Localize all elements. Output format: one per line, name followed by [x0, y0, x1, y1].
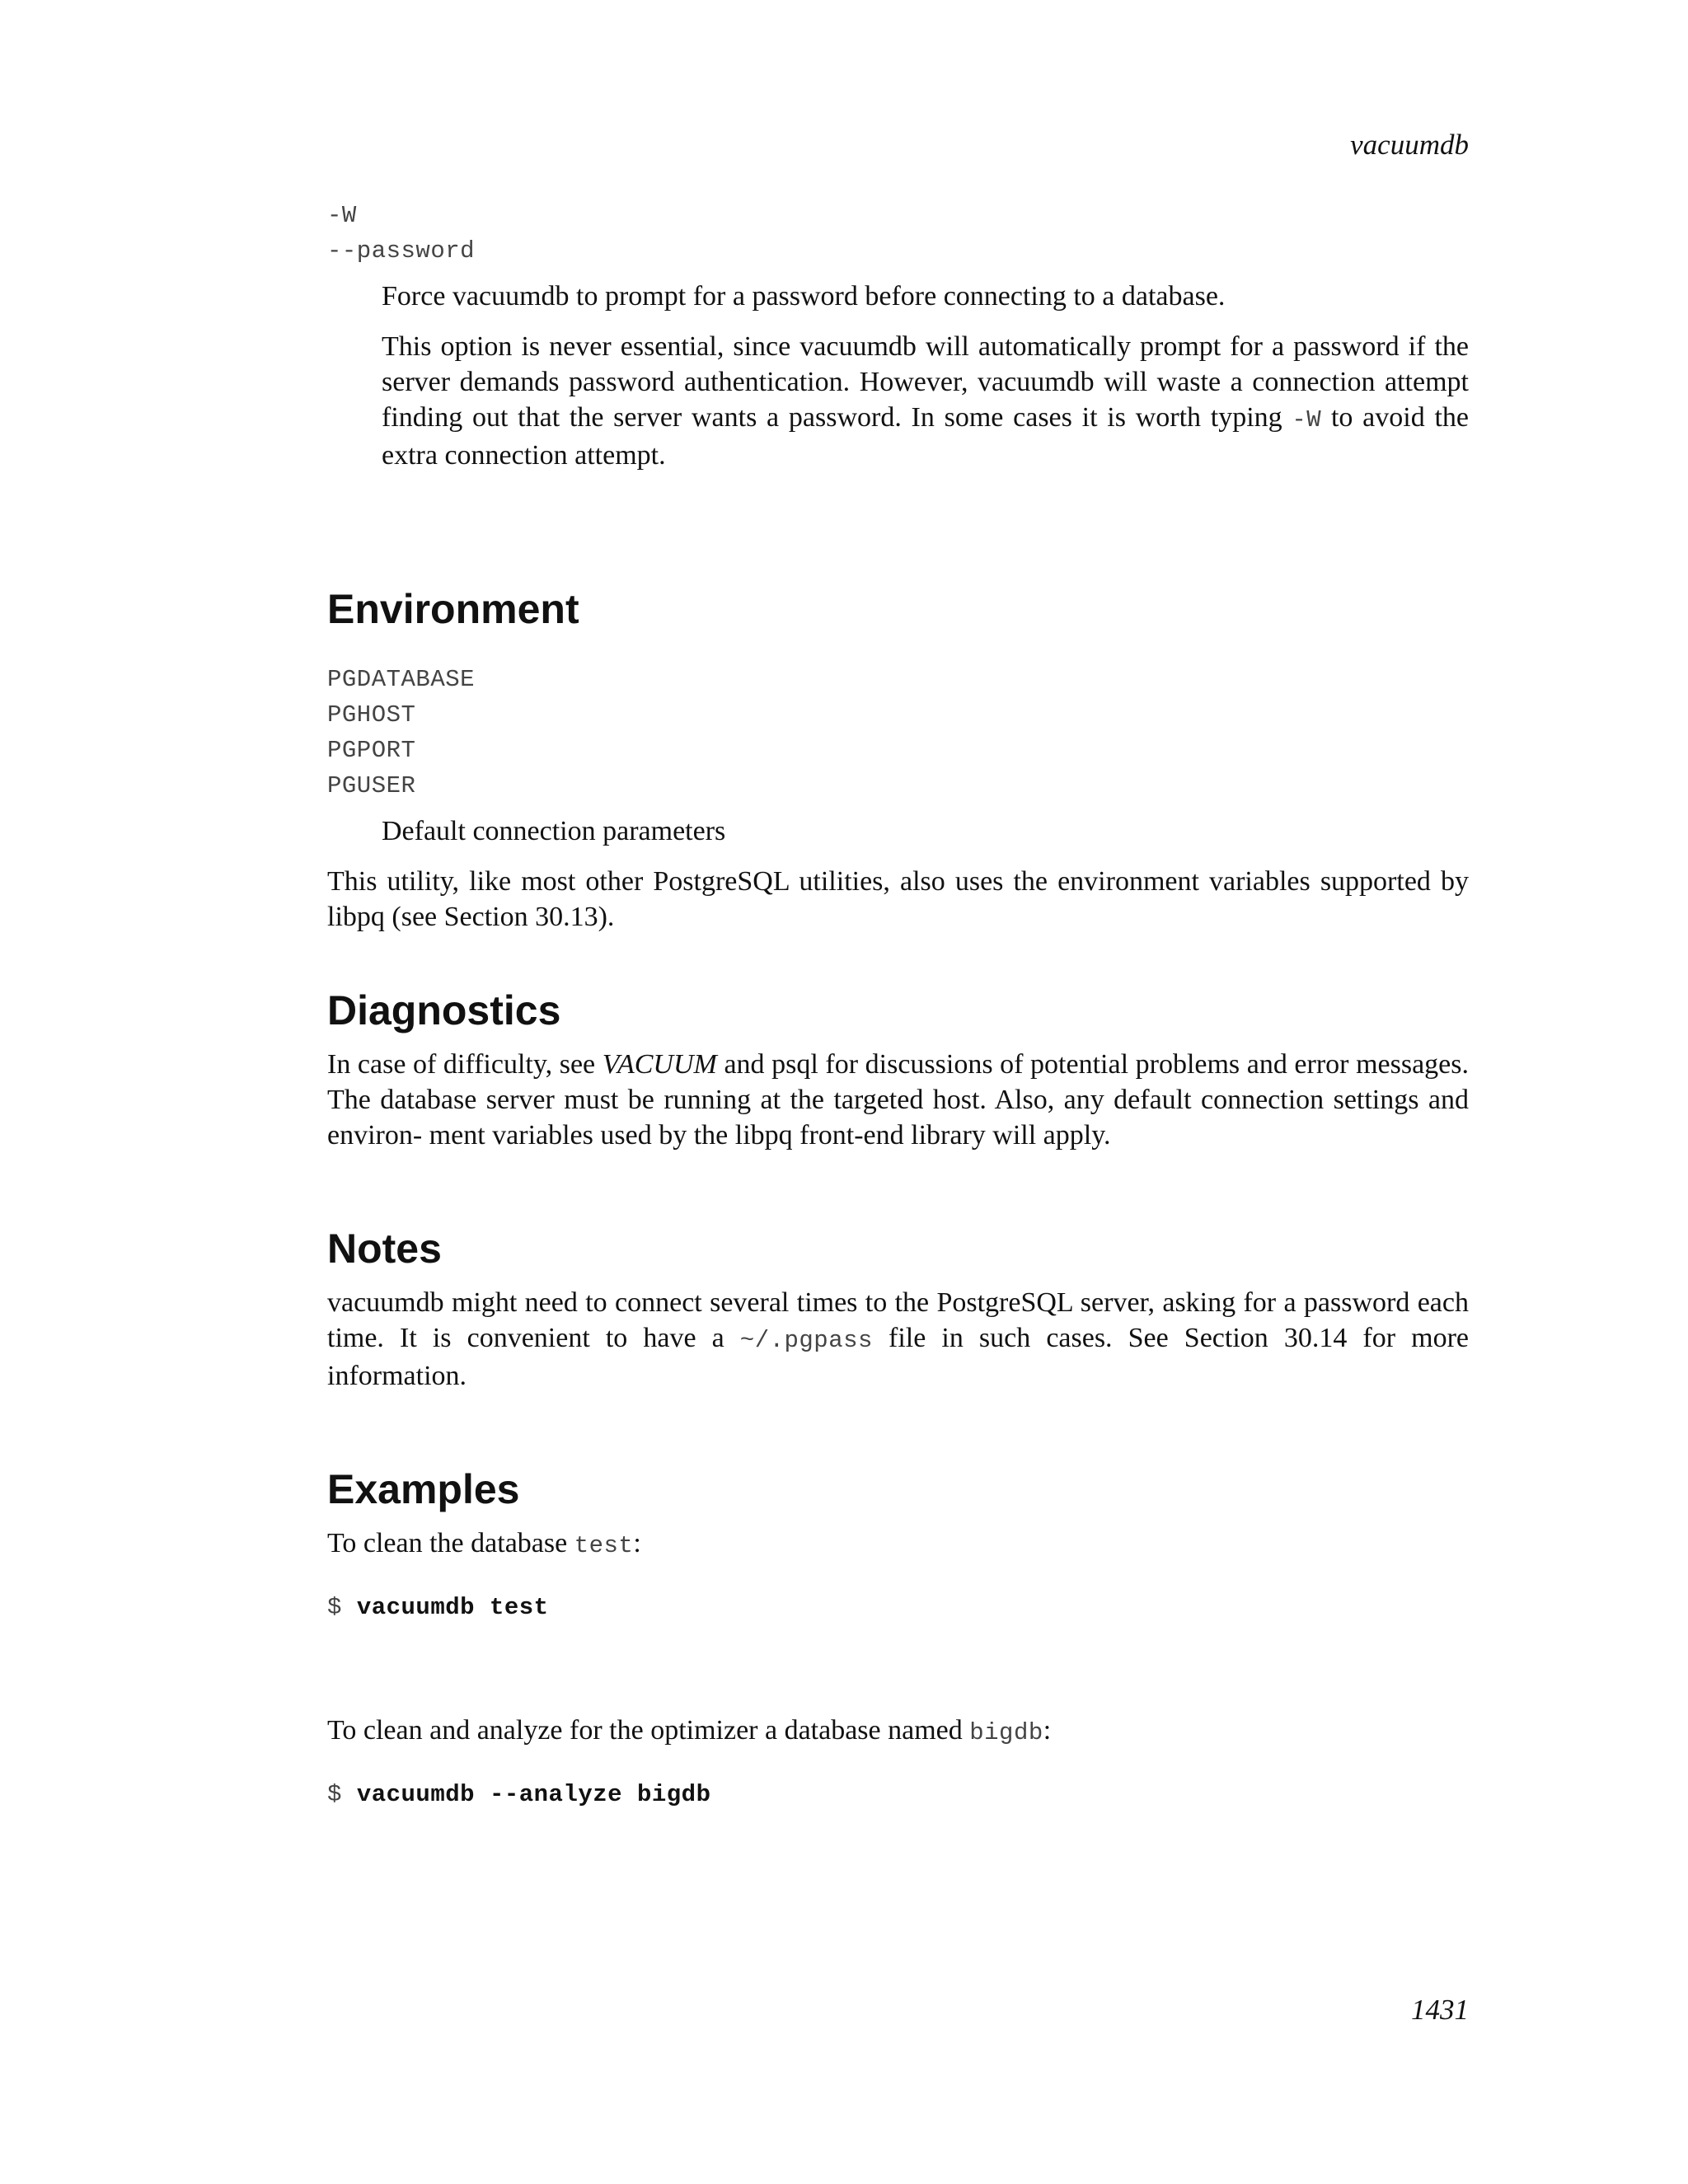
option-description-1: Force vacuumdb to prompt for a password before connecting to a database. [382, 281, 1226, 312]
option-long-flag: --password [327, 237, 476, 265]
inline-code-pgpass: ~/.pgpass [739, 1327, 873, 1354]
env-var-pghost: PGHOST [327, 701, 416, 729]
diagnostics-paragraph [327, 1047, 1469, 1153]
example-1-command: vacuumdb test [356, 1594, 549, 1621]
running-header: vacuumdb [1350, 129, 1469, 161]
shell-prompt: $ [327, 1594, 357, 1621]
shell-prompt: $ [327, 1781, 357, 1808]
notes-text: vacuumdb might need to connect several times to the PostgreSQL server, asking for a password each time. It is convenient to have a [327, 1287, 1469, 1353]
inline-code-w-flag: -W [1292, 406, 1322, 434]
section-heading-diagnostics: Diagnostics [327, 987, 561, 1033]
option-description-2 [382, 329, 1469, 473]
example-1-intro [327, 1526, 1469, 1563]
example-2-text: To clean and analyze for the optimizer a database named [327, 1715, 970, 1746]
notes-text-tail: file in such cases. See Section 30.14 for more information. [327, 1323, 1470, 1391]
inline-code-test: test [574, 1532, 634, 1559]
section-heading-notes: Notes [327, 1226, 442, 1272]
example-2-command: vacuumdb --analyze bigdb [356, 1781, 711, 1808]
diagnostics-text: In case of difficulty, see [327, 1049, 603, 1080]
section-heading-examples: Examples [327, 1466, 520, 1512]
env-vars-description: Default connection parameters [382, 816, 726, 846]
section-heading-environment: Environment [327, 586, 579, 632]
env-var-pgdatabase: PGDATABASE [327, 666, 476, 693]
option-description-2-tail: to avoid the extra connection attempt. [382, 402, 1469, 471]
notes-paragraph [327, 1285, 1469, 1394]
env-var-pgport: PGPORT [327, 737, 416, 764]
diagnostics-text-tail: and psql for discussions of potential problems and error messages. The database server must be running at the targeted host. Also, any default connection settings and environ- ment variables used by the libpq front-end library will apply. [327, 1049, 1469, 1151]
vacuum-emphasis: VACUUM [602, 1049, 717, 1080]
page-number: 1431 [1411, 1994, 1469, 2026]
example-2-colon: : [1043, 1715, 1052, 1746]
env-var-pguser: PGUSER [327, 772, 416, 799]
example-1-command-block [327, 1590, 1469, 1625]
option-password [327, 198, 1469, 473]
page-content [327, 198, 1469, 1812]
example-1-text: To clean the database [327, 1528, 574, 1558]
example-2-command-block [327, 1777, 1469, 1812]
inline-code-bigdb: bigdb [969, 1719, 1043, 1746]
example-2-intro [327, 1713, 1469, 1750]
option-description-2-text: This option is never essential, since vacuumdb will automatically prompt for a password if the server demands password authentication. However, vacuumdb will waste a connection attempt finding out that the server wants a password. In some cases it is worth typing [382, 331, 1469, 433]
environment-var-list [327, 662, 1469, 804]
example-1-colon: : [633, 1528, 641, 1558]
environment-paragraph: This utility, like most other PostgreSQL utilities, also uses the environment variables supported by libpq (see Section 30.13). [327, 866, 1469, 932]
option-short-flag: -W [327, 202, 357, 229]
